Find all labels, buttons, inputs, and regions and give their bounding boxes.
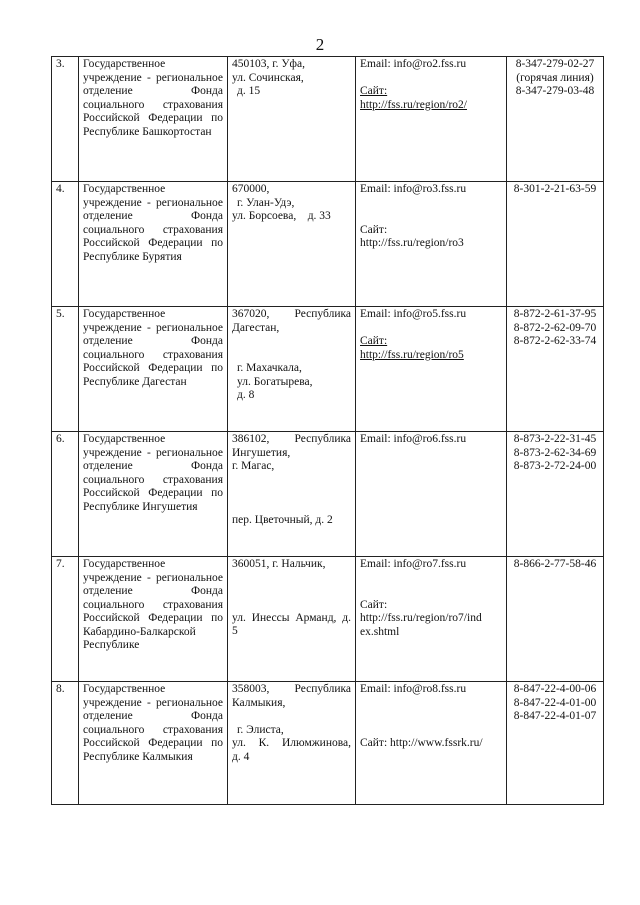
phone-numbers: 8-872-2-61-37-95 8-872-2-62-09-70 8-872-2-62-33-74 (507, 307, 604, 432)
row-number: 4. (52, 182, 79, 307)
site-link[interactable]: http://fss.ru/region/ro2/ (360, 98, 468, 111)
address: 367020, Республика Дагестан, г. Махачкала, ул. Богатырева, д. 8 (228, 307, 356, 432)
contact-info (356, 307, 507, 432)
organization-name: Государственное учреждение - региональное отделение Фонда социального страхования Российской Федерации по Республике Ингушетия (79, 432, 228, 557)
site-label: Сайт: (360, 223, 388, 236)
address: 358003, Республика Калмыкия, г. Элиста, ул. К. Илюмжинова, д. 4 (228, 682, 356, 805)
site-link[interactable]: Сайт: http://www.fssrk.ru/ (360, 736, 483, 749)
site-link[interactable]: http://fss.ru/region/ro7/ind (360, 612, 482, 624)
email-text: Email: info@ro7.fss.ru (360, 558, 467, 570)
address: 360051, г. Нальчик, ул. Инессы Арманд, д. 5 (228, 557, 356, 682)
contact-info (356, 557, 507, 682)
regional-offices-table (51, 56, 604, 805)
page-number: 2 (315, 35, 325, 54)
table-row (52, 182, 604, 307)
address: 386102, Республика Ингушетия, г. Магас, пер. Цветочный, д. 2 (228, 432, 356, 557)
contact-info (356, 432, 507, 557)
address: 670000, г. Улан-Удэ, ул. Борсоева, д. 33 (228, 182, 356, 307)
row-number: 3. (52, 57, 79, 182)
site-label: Сайт: (360, 85, 388, 97)
site-link[interactable]: http://fss.ru/region/ro5 (360, 348, 464, 361)
table-row (52, 682, 604, 805)
email-text: Email: info@ro8.fss.ru (360, 683, 467, 695)
organization-name: Государственное учреждение - региональное отделение Фонда социального страхования Российской Федерации по Республике Дагестан (79, 307, 228, 432)
table-row (52, 307, 604, 432)
email-text: Email: info@ro2.fss.ru (360, 58, 467, 70)
site-link[interactable]: ex.shtml (360, 625, 400, 638)
email-text: Email: info@ro3.fss.ru (360, 183, 467, 195)
phone-numbers: 8-301-2-21-63-59 (507, 182, 604, 307)
table-row (52, 557, 604, 682)
contact-info (356, 182, 507, 307)
site-label: Сайт: (360, 598, 388, 611)
contact-info (356, 682, 507, 805)
phone-numbers: 8-847-22-4-00-06 8-847-22-4-01-00 8-847-22-4-01-07 (507, 682, 604, 805)
organization-name: Государственное учреждение - региональное отделение Фонда социального страхования Российской Федерации по Республике Башкортостан (79, 57, 228, 182)
email-text: Email: info@ro5.fss.ru (360, 308, 467, 320)
phone-numbers: 8-866-2-77-58-46 (507, 557, 604, 682)
table-row (52, 432, 604, 557)
contact-info (356, 57, 507, 182)
organization-name: Государственное учреждение - региональное отделение Фонда социального страхования Российской Федерации по Республике Бурятия (79, 182, 228, 307)
site-link[interactable]: http://fss.ru/region/ro3 (360, 237, 464, 249)
row-number: 7. (52, 557, 79, 682)
organization-name: Государственное учреждение - региональное отделение Фонда социального страхования Российской Федерации по Республике Калмыкия (79, 682, 228, 805)
row-number: 5. (52, 307, 79, 432)
email-text: Email: info@ro6.fss.ru (360, 433, 467, 445)
phone-numbers: 8-873-2-22-31-45 8-873-2-62-34-69 8-873-2-72-24-00 (507, 432, 604, 557)
phone-numbers: 8-347-279-02-27 (горячая линия) 8-347-279-03-48 (507, 57, 604, 182)
address: 450103, г. Уфа, ул. Сочинская, д. 15 (228, 57, 356, 182)
row-number: 6. (52, 432, 79, 557)
table-row (52, 57, 604, 182)
row-number: 8. (52, 682, 79, 805)
organization-name: Государственное учреждение - региональное отделение Фонда социального страхования Российской Федерации по Кабардино-Балкарской Республике (79, 557, 228, 682)
site-label: Сайт: (360, 335, 388, 347)
